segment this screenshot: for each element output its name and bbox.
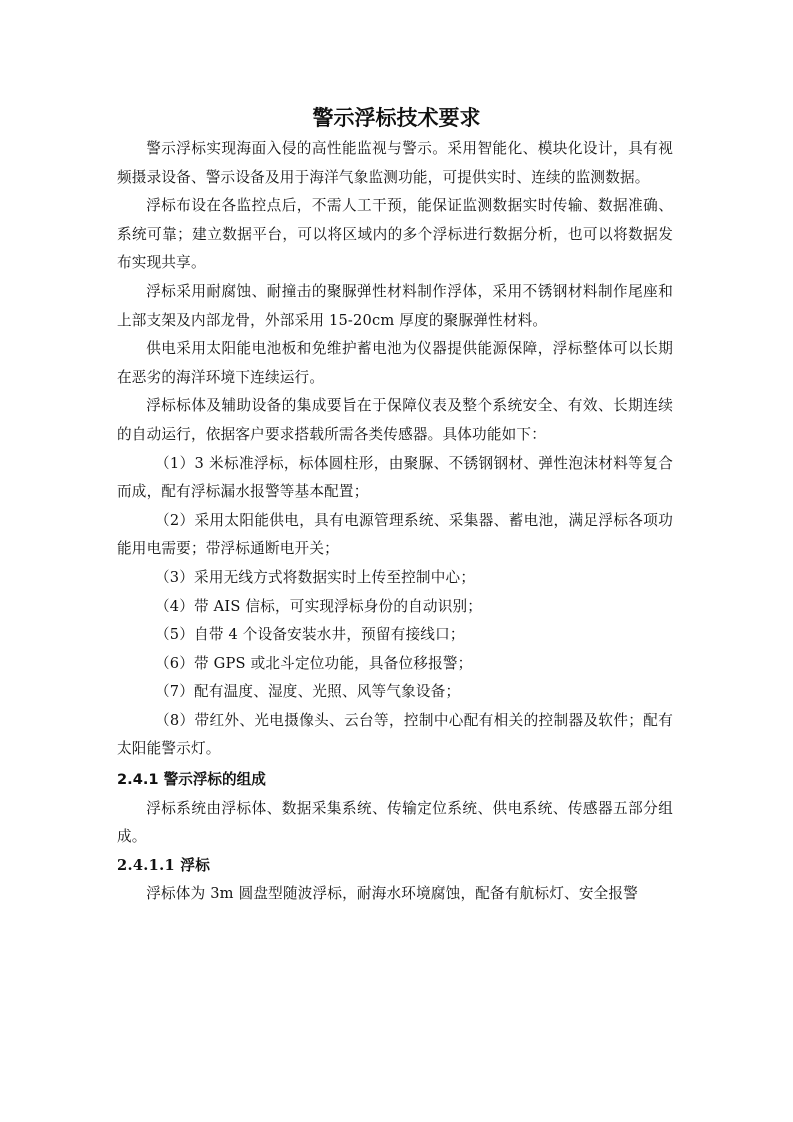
paragraph-power: 供电采用太阳能电池板和免维护蓄电池为仪器提供能源保障，浮标整体可以长期在恶劣的海洋环境下连续运行。 <box>117 340 673 386</box>
list-item-1: （1）3 米标准浮标，标体圆柱形，由聚脲、不锈钢钢材、弹性泡沫材料等复合而成，配有浮标漏水报警等基本配置； <box>117 454 673 501</box>
list-item-2: （2）采用太阳能供电，具有电源管理系统、采集器、蓄电池，满足浮标各项功能用电需要；带浮标通断电开关； <box>117 511 673 558</box>
list-item-8: （8）带红外、光电摄像头、云台等，控制中心配有相关的控制器及软件；配有太阳能警示灯。 <box>117 711 673 758</box>
subsection-paragraph: 浮标体为 3m 圆盘型随波浮标，耐海水环境腐蚀，配备有航标灯、安全报警 <box>146 885 638 903</box>
list-item-3: （3）采用无线方式将数据实时上传至控制中心； <box>154 568 476 586</box>
list-item-4: （4）带 AIS 信标，可实现浮标身份的自动识别； <box>154 597 483 615</box>
paragraph-materials: 浮标采用耐腐蚀、耐撞击的聚脲弹性材料制作浮体，采用不锈钢材料制作尾座和上部支架及内部龙骨，外部采用 15-20cm 厚度的聚脲弹性材料。 <box>117 282 673 329</box>
paragraph-integration: 浮标标体及辅助设备的集成要旨在于保障仪表及整个系统安全、有效、长期连续的自动运行，依据客户要求搭载所需各类传感器。具体功能如下： <box>117 397 673 443</box>
list-item-7: （7）配有温度、湿度、光照、风等气象设备； <box>154 683 461 701</box>
section-heading: 2.4.1 警示浮标的组成 <box>117 771 266 789</box>
paragraph-deployment: 浮标布设在各监控点后，不需人工干预，能保证监测数据实时传输、数据准确、系统可靠；建立数据平台，可以将区域内的多个浮标进行数据分析，也可以将数据发布实现共享。 <box>117 197 673 272</box>
document-title: 警示浮标技术要求 <box>312 106 481 130</box>
list-item-5: （5）自带 4 个设备安装水井，预留有接线口； <box>154 626 465 644</box>
section-paragraph: 浮标系统由浮标体、数据采集系统、传输定位系统、供电系统、传感器五部分组成。 <box>117 799 673 846</box>
document-body <box>117 135 673 909</box>
paragraph-intro: 警示浮标实现海面入侵的高性能监视与警示。采用智能化、模块化设计，具有视频摄录设备、警示设备及用于海洋气象监测功能，可提供实时、连续的监测数据。 <box>117 140 673 186</box>
list-item-6: （6）带 GPS 或北斗定位功能，具备位移报警； <box>154 654 473 672</box>
subsection-heading: 2.4.1.1 浮标 <box>117 856 211 874</box>
